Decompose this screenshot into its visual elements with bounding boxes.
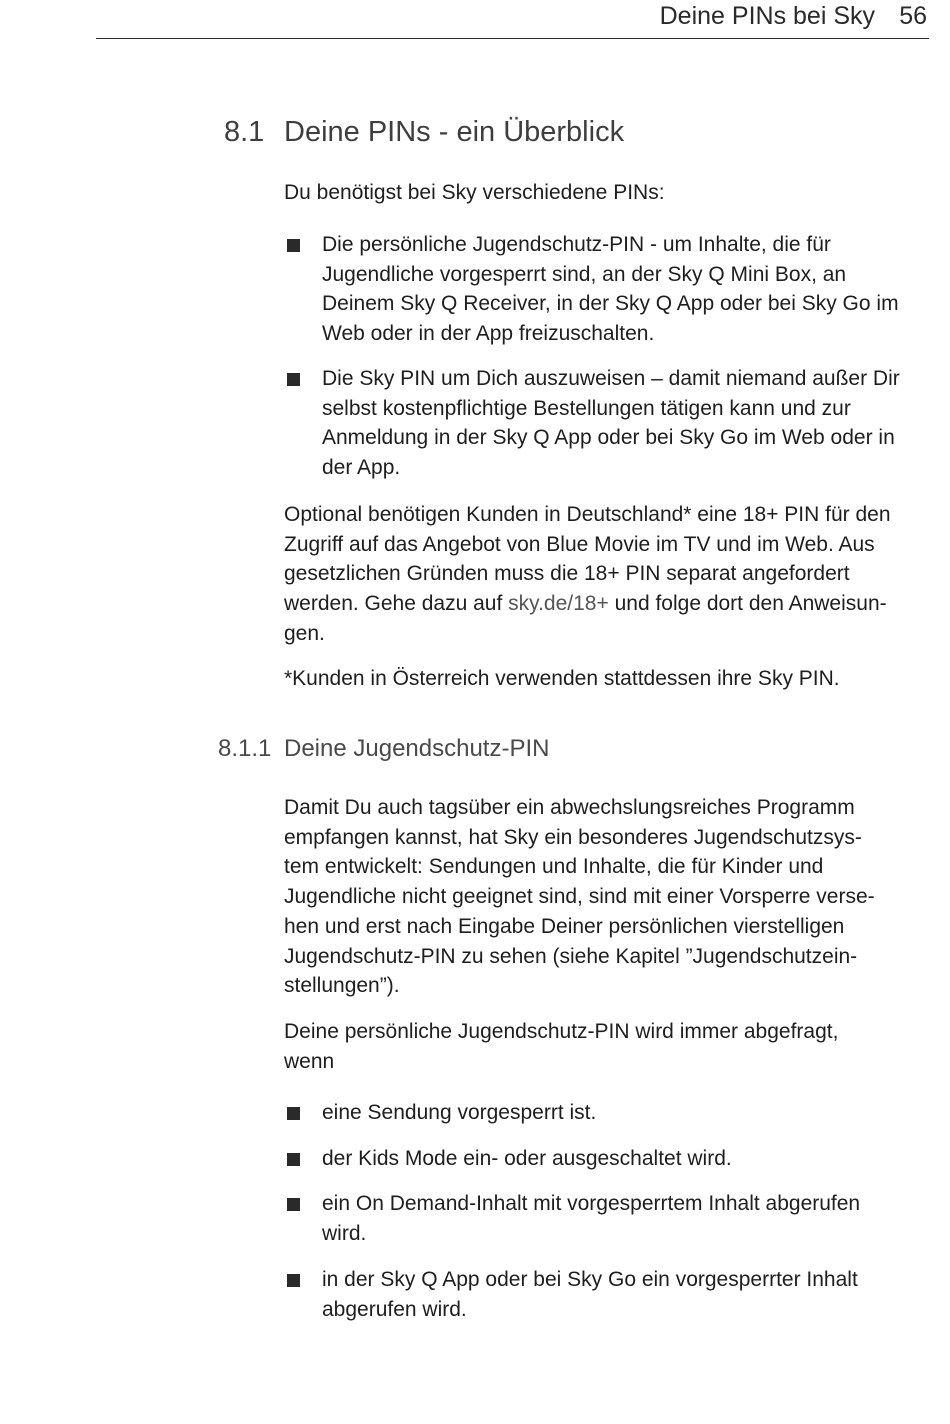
bullet-square-icon — [287, 1274, 300, 1287]
list-item-text: ein On Demand-Inhalt mit vorgesperrtem Inhalt abgerufen wird. — [322, 1192, 861, 1245]
bullet-square-icon — [287, 1198, 300, 1211]
sky-18-link[interactable]: sky.de/18+ — [508, 592, 609, 616]
query-paragraph: Deine persönliche Jugendschutz-PIN wird immer abgefragt, wenn — [284, 1020, 839, 1073]
section-intro: Du benötigst bei Sky verschiedene PINs: — [284, 181, 665, 204]
page-header — [96, 0, 929, 39]
list-item-text: der Kids Mode ein- oder ausgeschaltet wird. — [322, 1147, 732, 1170]
optional-paragraph: Optional benötigen Kunden in Deutschland* eine 18+ PIN für den Zugriff auf das Angebot von Blue Movie im TV und im Web. Aus gesetzlichen Gründen muss die 18+ PIN separat angefordert werden. Gehe dazu auf sky.de/18+ und folge dort den Anweisun- gen. — [284, 503, 891, 645]
subsection-title: Deine Jugendschutz-PIN — [284, 735, 550, 762]
bullet-square-icon — [287, 1153, 300, 1166]
list-item-text: Die Sky PIN um Dich auszuweisen – damit niemand außer Dir selbst kostenpflichtige Bestellungen tätigen kann und zur Anmeldung in der Sky Q App oder bei Sky Go im Web oder in der App. — [322, 367, 900, 480]
subsection-paragraph: Damit Du auch tagsüber ein abwechslungsreiches Programm empfangen kannst, hat Sky ein besonderes Jugendschutzsys- tem entwickelt: Sendungen und Inhalte, die für Kinder und Jugendliche nicht geeignet sind, sind mit einer Vorsperre verse- hen und erst nach Eingabe Deiner persönlichen vierstelligen Jugendschutz-PIN zu sehen (siehe Kapitel ”Jugendschutzein- stellungen”). — [284, 796, 875, 998]
section-title: Deine PINs - ein Überblick — [284, 116, 625, 148]
header-title: Deine PINs bei Sky — [659, 2, 875, 30]
bullet-square-icon — [287, 239, 300, 252]
bullet-square-icon — [287, 1107, 300, 1120]
list-item-text: Die persönliche Jugendschutz-PIN - um Inhalte, die für Jugendliche vorgesperrt sind, an der Sky Q Mini Box, an Deinem Sky Q Receiver, in der Sky Q App oder bei Sky Go im Web oder in der App freizuschalten. — [322, 233, 899, 346]
section-number: 8.1 — [224, 116, 265, 148]
list-item-text: eine Sendung vorgesperrt ist. — [322, 1101, 597, 1124]
list-item-text: in der Sky Q App oder bei Sky Go ein vorgesperrter Inhalt abgerufen wird. — [322, 1268, 858, 1321]
footnote: *Kunden in Österreich verwenden stattdessen ihre Sky PIN. — [284, 667, 840, 690]
page-number: 56 — [899, 2, 927, 30]
bullet-square-icon — [287, 373, 300, 386]
subsection-number: 8.1.1 — [218, 735, 272, 762]
